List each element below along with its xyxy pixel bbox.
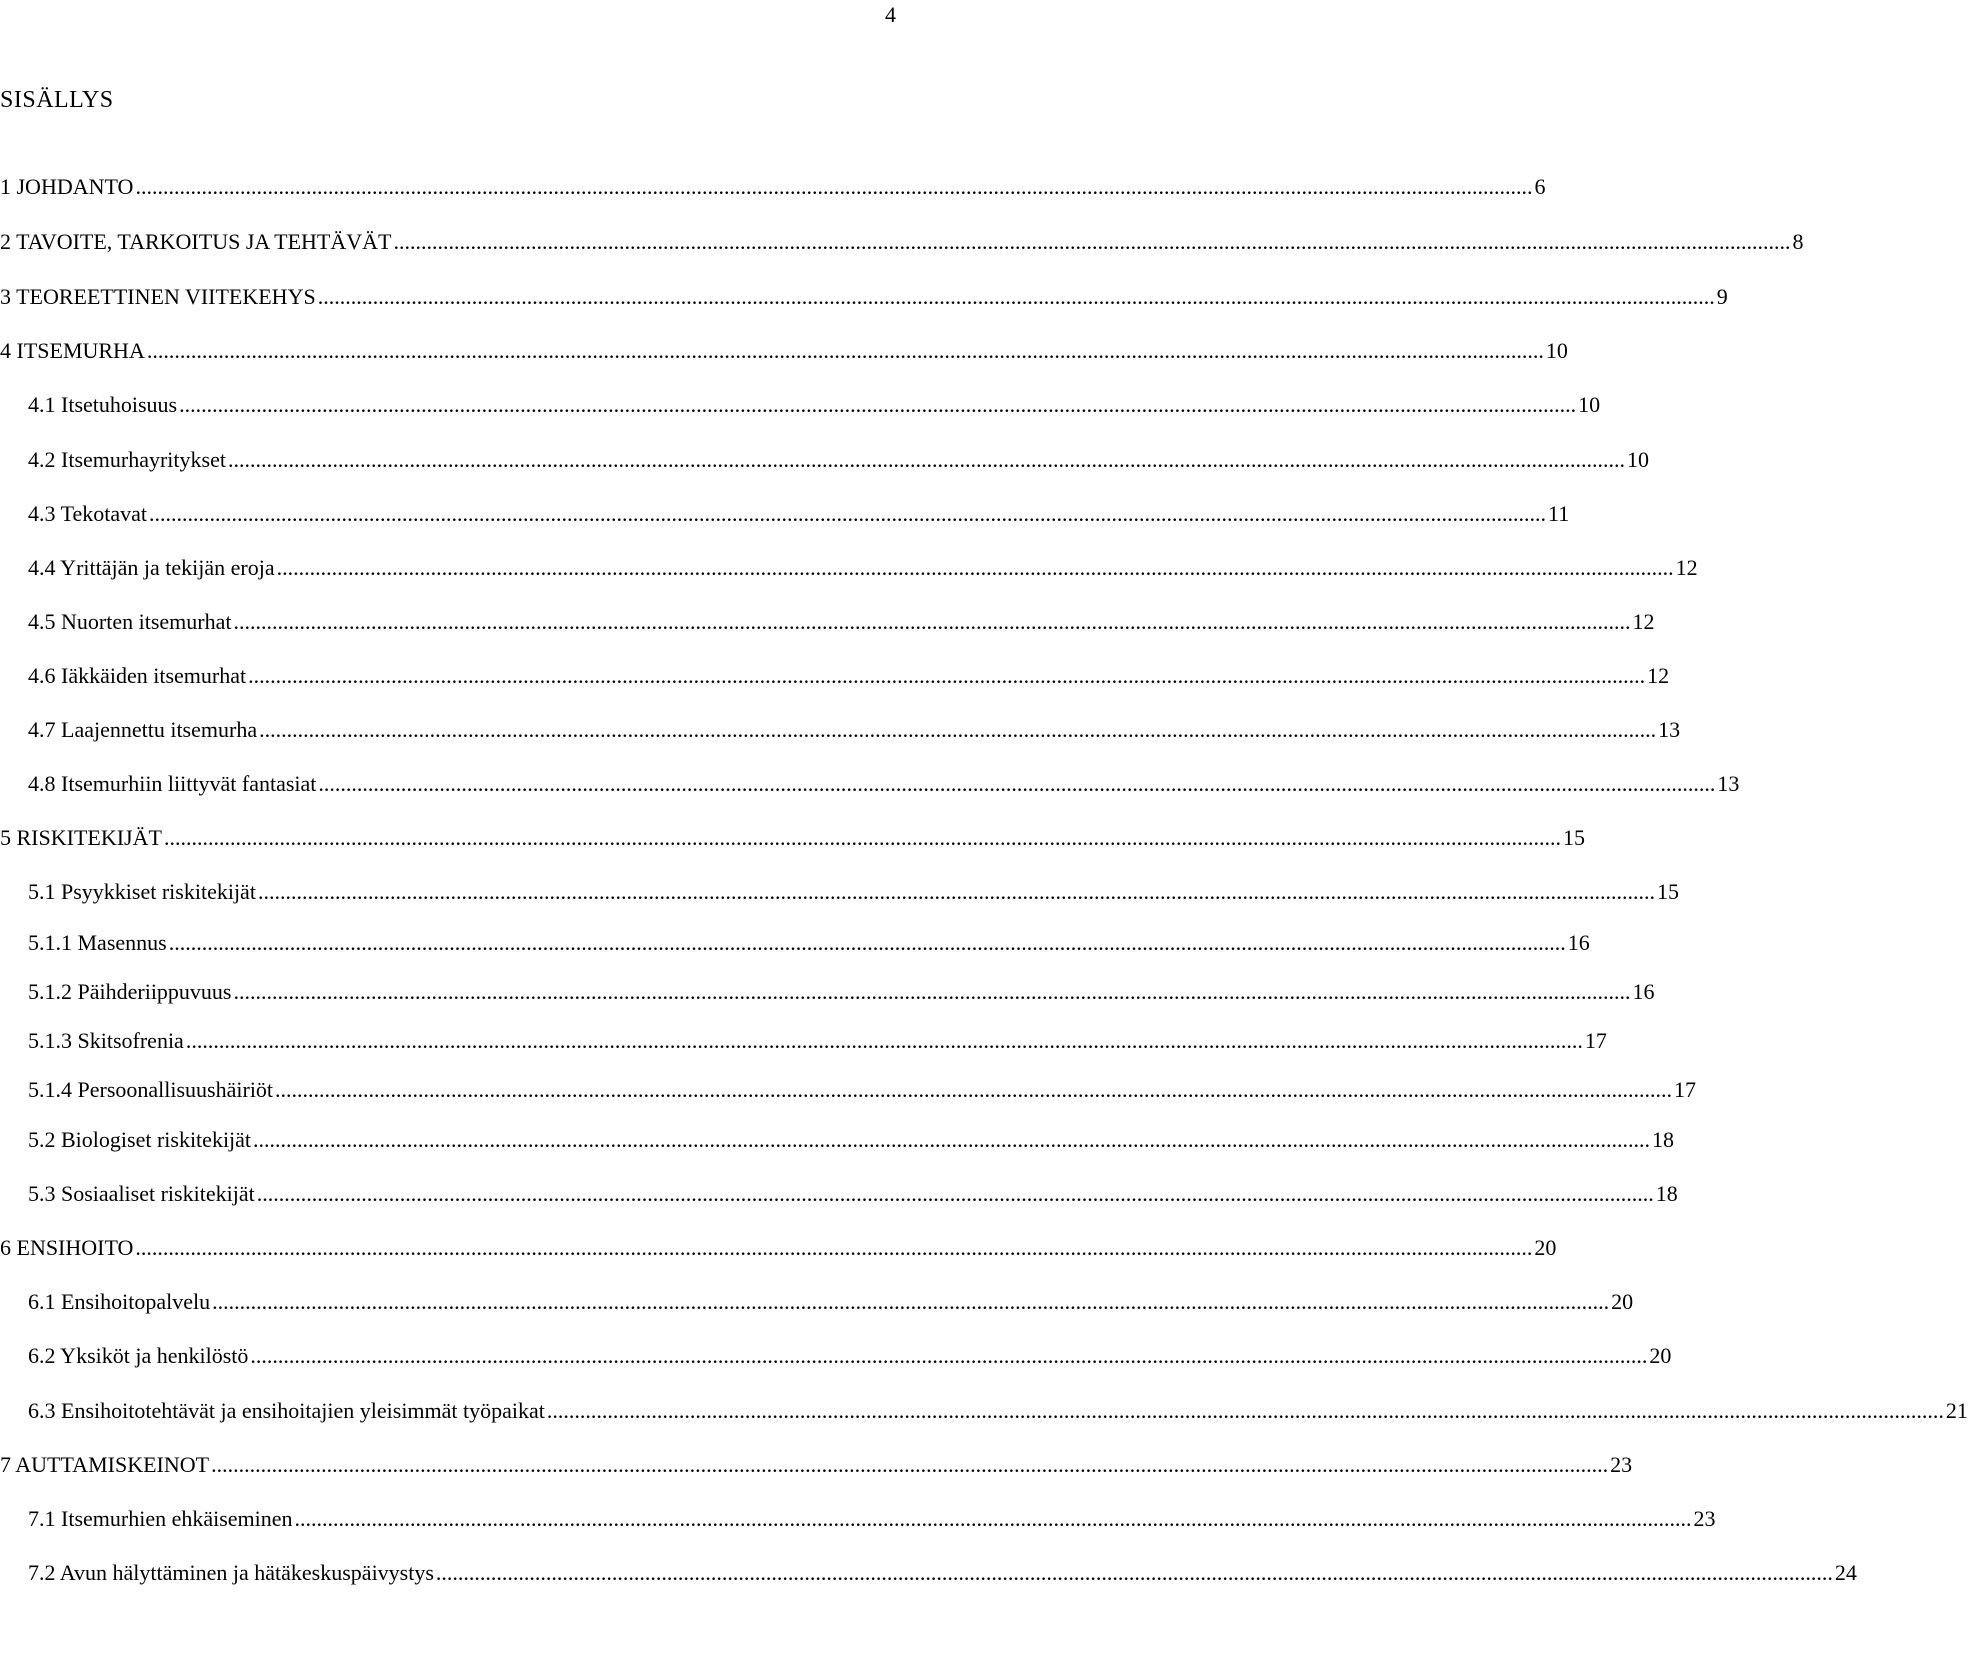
dot-leader — [547, 1396, 1944, 1426]
toc-entry-label: 6 ENSIHOITO — [0, 1235, 134, 1260]
dot-leader — [233, 607, 1630, 637]
toc-entry[interactable] — [0, 445, 1649, 475]
dot-leader — [253, 1125, 1650, 1155]
toc-entry-page: 20 — [1649, 1343, 1672, 1368]
toc-entry-page: 10 — [1626, 447, 1649, 472]
toc-entry-label: 3 TEOREETTINEN VIITEKEHYS — [0, 284, 316, 309]
toc-entry-label: 6.2 Yksiköt ja henkilöstö — [28, 1343, 249, 1368]
toc-entry-label: 4.4 Yrittäjän ja tekijän eroja — [28, 555, 275, 580]
toc-entry-page: 12 — [1675, 555, 1698, 580]
toc-entry[interactable] — [0, 769, 1740, 799]
toc-entry-label: 7.1 Itsemurhien ehkäiseminen — [28, 1506, 293, 1531]
toc-entry[interactable] — [0, 1450, 1633, 1480]
toc-entry-page: 23 — [1610, 1452, 1633, 1477]
toc-entry-page: 10 — [1578, 392, 1601, 417]
toc-title: SISÄLLYS — [0, 87, 114, 113]
toc-entry[interactable] — [0, 1504, 1716, 1534]
toc-entry[interactable] — [0, 1125, 1675, 1155]
dot-leader — [212, 1287, 1609, 1317]
toc-entry[interactable] — [0, 282, 1728, 312]
dot-leader — [318, 769, 1715, 799]
toc-entry-label: 6.3 Ensihoitotehtävät ja ensihoitajien yleisimmät työpaikat — [28, 1398, 545, 1423]
toc-entry-label: 5.1.4 Persoonallisuushäiriöt — [28, 1077, 274, 1102]
toc-entry-page: 12 — [1647, 663, 1670, 688]
toc-entry-page: 15 — [1656, 879, 1679, 904]
toc-entry-label: 4.2 Itsemurhayritykset — [28, 447, 226, 472]
page-number: 4 — [885, 2, 896, 27]
dot-leader — [135, 1233, 1532, 1263]
toc-entry[interactable] — [0, 1396, 1968, 1426]
toc-entry-label: 5.1 Psyykkiset riskitekijät — [28, 879, 256, 904]
dot-leader — [257, 1179, 1654, 1209]
toc-entry-page: 8 — [1792, 229, 1804, 254]
toc-entry-label: 5.1.1 Masennus — [28, 930, 167, 955]
dot-leader — [258, 877, 1655, 907]
toc-entry[interactable] — [0, 1075, 1697, 1105]
toc-entry-label: 4.5 Nuorten itsemurhat — [28, 609, 232, 634]
toc-entry-page: 15 — [1562, 825, 1585, 850]
dot-leader — [277, 553, 1674, 583]
toc-entry[interactable] — [0, 172, 1546, 202]
toc-entry[interactable] — [0, 823, 1585, 853]
dot-leader — [211, 1450, 1608, 1480]
dot-leader — [393, 227, 1790, 257]
dot-leader — [436, 1558, 1833, 1588]
toc-entry-page: 16 — [1567, 930, 1590, 955]
toc-entry-label: 2 TAVOITE, TARKOITUS JA TEHTÄVÄT — [0, 229, 392, 254]
toc-entry[interactable] — [0, 499, 1570, 529]
toc-entry-page: 18 — [1652, 1127, 1675, 1152]
toc-entry-label: 5.1.2 Päihderiippuvuus — [28, 979, 232, 1004]
dot-leader — [135, 172, 1532, 202]
toc-entry[interactable] — [0, 661, 1670, 691]
toc-entry-page: 21 — [1945, 1398, 1968, 1423]
toc-entry-label: 4.7 Laajennettu itsemurha — [28, 717, 258, 742]
toc-entry-page: 20 — [1611, 1289, 1634, 1314]
dot-leader — [186, 1026, 1583, 1056]
dot-leader — [250, 1341, 1647, 1371]
toc-entry[interactable] — [0, 607, 1655, 637]
toc-entry[interactable] — [0, 1287, 1634, 1317]
dot-leader — [179, 390, 1576, 420]
toc-entry-page: 18 — [1655, 1181, 1678, 1206]
toc-entry-label: 5 RISKITEKIJÄT — [0, 825, 162, 850]
toc-entry[interactable] — [0, 1233, 1557, 1263]
toc-entry[interactable] — [0, 1558, 1857, 1588]
toc-entry-label: 5.3 Sosiaaliset riskitekijät — [28, 1181, 255, 1206]
toc-entry-page: 13 — [1658, 717, 1681, 742]
dot-leader — [275, 1075, 1672, 1105]
toc-entry[interactable] — [0, 1179, 1678, 1209]
toc-entry-page: 6 — [1534, 174, 1546, 199]
toc-entry-label: 1 JOHDANTO — [0, 174, 134, 199]
dot-leader — [248, 661, 1645, 691]
toc-entry[interactable] — [0, 336, 1568, 366]
toc-entry-page: 24 — [1834, 1560, 1857, 1585]
toc-entry[interactable] — [0, 977, 1655, 1007]
toc-entry-page: 17 — [1584, 1028, 1607, 1053]
toc-entry-label: 4.6 Iäkkäiden itsemurhat — [28, 663, 247, 688]
dot-leader — [169, 928, 1566, 958]
toc-entry-page: 13 — [1717, 771, 1740, 796]
dot-leader — [147, 336, 1544, 366]
toc-entry[interactable] — [0, 715, 1681, 745]
dot-leader — [318, 282, 1715, 312]
dot-leader — [149, 499, 1546, 529]
toc-entry-label: 5.1.3 Skitsofrenia — [28, 1028, 184, 1053]
toc-entry-page: 10 — [1545, 338, 1568, 363]
toc-entry[interactable] — [0, 1026, 1607, 1056]
toc-entry-page: 23 — [1693, 1506, 1716, 1531]
toc-entry[interactable] — [0, 390, 1601, 420]
toc-entry-label: 6.1 Ensihoitopalvelu — [28, 1289, 211, 1314]
dot-leader — [234, 977, 1631, 1007]
toc-entry-page: 16 — [1632, 979, 1655, 1004]
dot-leader — [259, 715, 1656, 745]
toc-entry[interactable] — [0, 877, 1679, 907]
toc-entry[interactable] — [0, 1341, 1672, 1371]
toc-entry-label: 4 ITSEMURHA — [0, 338, 145, 363]
toc-entry-label: 4.3 Tekotavat — [28, 501, 148, 526]
toc-entry-page: 12 — [1632, 609, 1655, 634]
dot-leader — [228, 445, 1625, 475]
toc-entry-label: 4.8 Itsemurhiin liittyvät fantasiat — [28, 771, 317, 796]
toc-entry-label: 7 AUTTAMISKEINOT — [0, 1452, 210, 1477]
toc-entry[interactable] — [0, 553, 1698, 583]
toc-entry-page: 20 — [1534, 1235, 1557, 1260]
toc-entry[interactable] — [0, 227, 1804, 257]
toc-entry-page: 11 — [1548, 501, 1570, 526]
dot-leader — [164, 823, 1561, 853]
dot-leader — [295, 1504, 1692, 1534]
toc-entry-label: 5.2 Biologiset riskitekijät — [28, 1127, 252, 1152]
toc-entry-label: 7.2 Avun hälyttäminen ja hätäkeskuspäivystys — [28, 1560, 434, 1585]
toc-entry[interactable] — [0, 928, 1590, 958]
toc-entry-label: 4.1 Itsetuhoisuus — [28, 392, 178, 417]
toc-entry-page: 9 — [1716, 284, 1728, 309]
toc-entry-page: 17 — [1674, 1077, 1697, 1102]
